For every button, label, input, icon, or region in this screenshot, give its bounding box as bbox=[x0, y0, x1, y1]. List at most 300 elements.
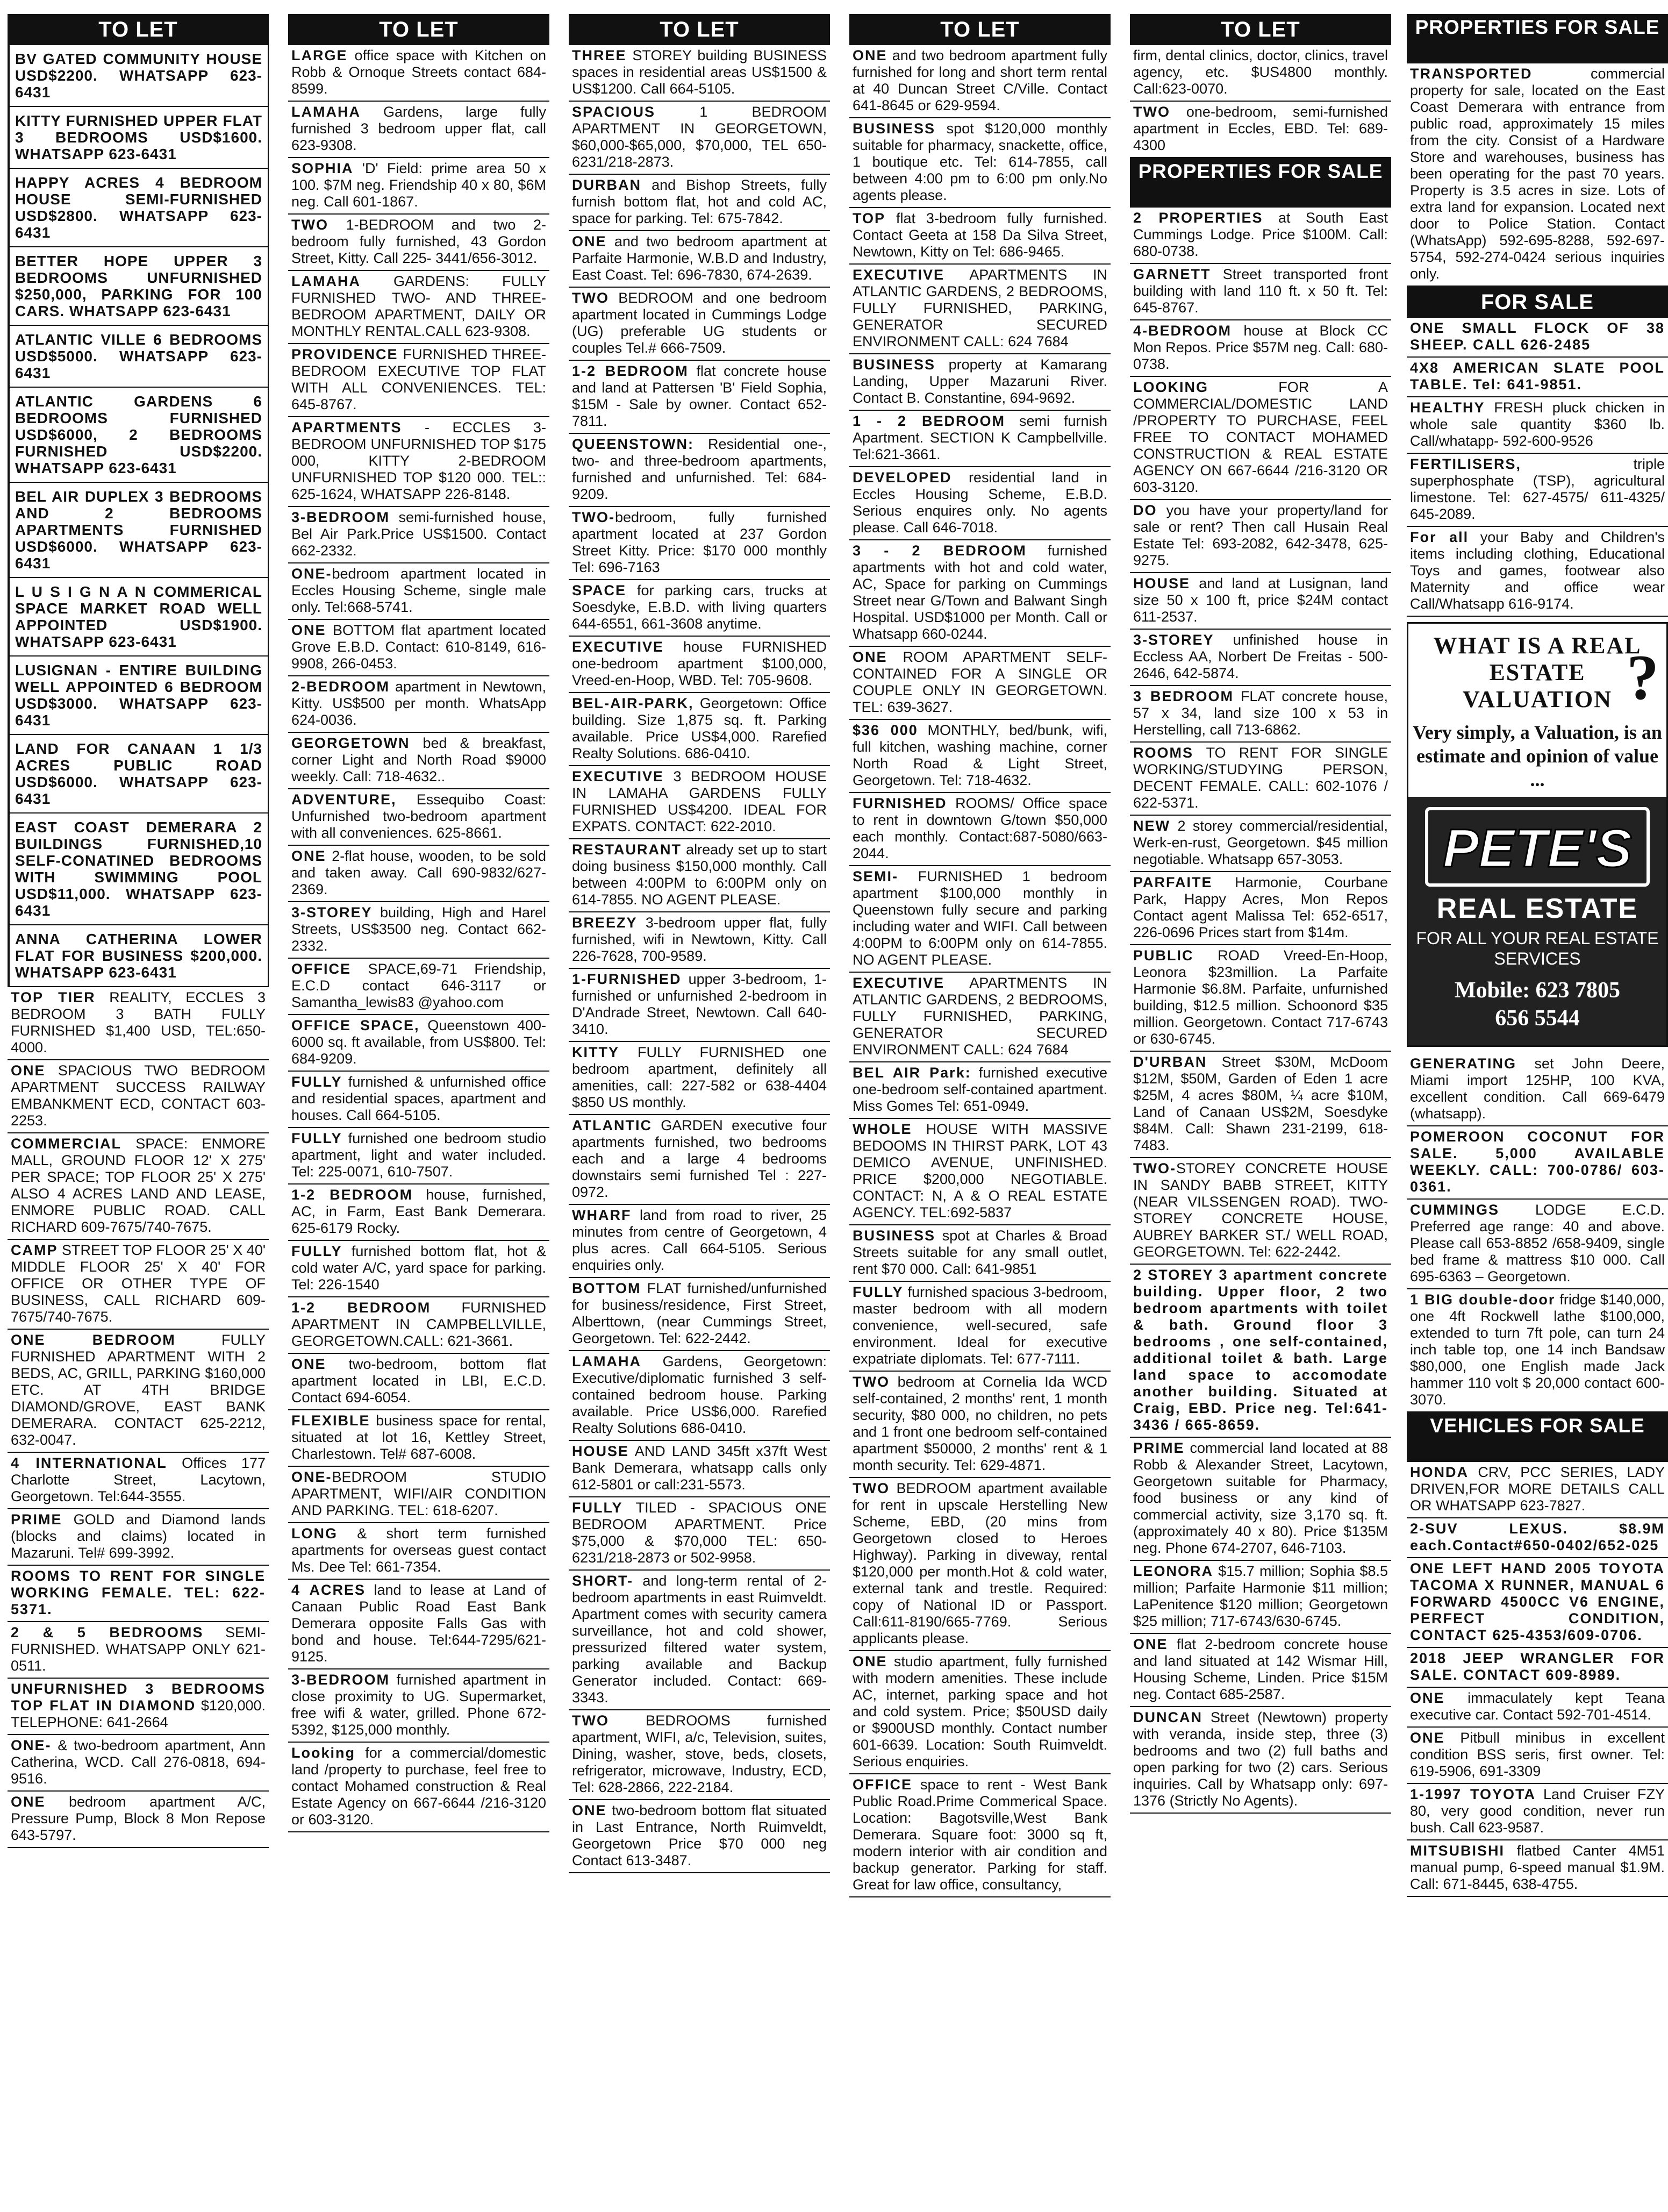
ad-text: semi-furnished house, Bel Air Park.Price US$1500. Contact 662-2332. bbox=[291, 509, 546, 559]
ad-text: business space for rental, situated at lot 16, Kettley Street, Charlestown. Tel# 687-6008. bbox=[291, 1412, 546, 1462]
ad-text: and land at Lusignan, land size 50 x 100 ft, price $24M contact 611-2537. bbox=[1133, 575, 1388, 625]
ad-text: and long-term rental of 2-bedroom apartments in east Ruimveldt. Apartment comes with security camera surveillance, hot and cold shower, pressurized filtered water system, parking available and Backup Generator included. Contact: 669-3343. bbox=[572, 1573, 827, 1706]
ad-keyword: LEONORA bbox=[1133, 1563, 1213, 1579]
classified-ad bbox=[849, 720, 1111, 793]
ad-keyword: 2 STOREY 3 apartment concrete building. Upper floor, 2 two bedroom apartments with toilet & bath. Ground floor 3 bedrooms , one self-contained, additional toilet & bath. Large land space to accomodate another building. Situated at Craig, EBD. Price neg. Tel:641-3436 / 665-8659. bbox=[1133, 1267, 1388, 1433]
ad-keyword: FURNISHED bbox=[853, 795, 947, 811]
classified-ad bbox=[569, 45, 830, 102]
ad-keyword: DUNCAN bbox=[1133, 1709, 1202, 1725]
classified-ad bbox=[8, 1792, 269, 1848]
ad-keyword: ONE bbox=[1410, 1690, 1445, 1706]
classified-ad bbox=[849, 1062, 1111, 1119]
classified-ad bbox=[849, 208, 1111, 265]
ad-text: FLAT concrete house, 57 x 34, land size 100 x 53 in Herstelling, call 713-6862. bbox=[1133, 688, 1388, 738]
ad-text: and two bedroom apartment at Parfaite Harmonie, W.B.D and Industry, East Coast. Tel: 696-7830, 674-2639. bbox=[572, 233, 827, 283]
ad-list bbox=[569, 45, 830, 1873]
ad-keyword: TWO- bbox=[1133, 1160, 1176, 1176]
classified-ad bbox=[288, 1580, 549, 1669]
classified-ad bbox=[569, 434, 830, 507]
classified-ad bbox=[288, 45, 549, 102]
ad-keyword: BOTTOM bbox=[572, 1280, 641, 1296]
classified-ad bbox=[1407, 1200, 1668, 1289]
classified-ad bbox=[8, 657, 269, 735]
classified-ad bbox=[569, 1441, 830, 1497]
ad-list bbox=[1407, 63, 1668, 287]
classified-ad bbox=[8, 1566, 269, 1622]
ad-keyword: ONE- bbox=[291, 1469, 332, 1485]
ad-keyword: ONE bbox=[572, 233, 607, 249]
ad-keyword: 4 ACRES bbox=[291, 1582, 366, 1598]
ad-text: Street (Newtown) property with veranda, inside step, three (3) bedrooms and two (2) full baths and open parking for two (2) cars. Serious inquiries. Call by Whatsapp only: 697-1376 (Strictly No Agents). bbox=[1133, 1709, 1388, 1809]
ad-text: furnished & unfurnished office and residential spaces, apartment and houses. Call 664-5105. bbox=[291, 1074, 546, 1123]
ad-text: house at Block CC Mon Repos. Price $57M neg. Call: 680-0738. bbox=[1133, 323, 1388, 372]
classified-ad bbox=[8, 735, 269, 814]
ad-text: EAST COAST DEMERARA 2 BUILDINGS FURNISHED,10 SELF-CONATINED BEDROOMS WITH SWIMMING POOL USD$11,000. WHATSAPP 623-6431 bbox=[15, 819, 262, 919]
ad-text: TO RENT FOR SINGLE WORKING/STUDYING PERSON, DECENT FEMALE. CALL: 602-1076 / 622-5371. bbox=[1133, 745, 1388, 811]
ad-keyword: BEL-AIR-PARK, bbox=[572, 695, 694, 711]
ad-keyword: SPACIOUS bbox=[572, 104, 656, 120]
classified-ad bbox=[849, 866, 1111, 973]
ad-keyword: ONE bbox=[291, 622, 326, 638]
header-to-let: TO LET bbox=[849, 14, 1111, 45]
ad-text: firm, dental clinics, doctor, clinics, travel agency, etc. $US4800 monthly. Call:623-0070. bbox=[1133, 47, 1388, 97]
ad-text: furnished apartments with hot and cold water, AC, Space for parking on Cummings Street near G/Town and Balwant Singh Hospital. USD$1000 per Month. Call or Whatsapp 660-0244. bbox=[853, 543, 1107, 642]
classified-ad bbox=[1130, 1634, 1391, 1707]
ad-text: house FURNISHED one-bedroom apartment $100,000, Vreed-en-Hoop, WBD. Tel: 705-9608. bbox=[572, 639, 827, 688]
ad-keyword: 1-1997 TOYOTA bbox=[1410, 1786, 1536, 1802]
ad-keyword: PRIME bbox=[11, 1511, 62, 1528]
classified-ad bbox=[8, 483, 269, 578]
ad-keyword: PROVIDENCE bbox=[291, 346, 398, 362]
ad-text: BV GATED COMMUNITY HOUSE USD$2200. WHATSAPP 623-6431 bbox=[15, 51, 262, 101]
classified-ad bbox=[288, 563, 549, 620]
ad-text: SPACIOUS TWO BEDROOM APARTMENT SUCCESS RAILWAY EMBANKMENT ECD, CONTACT 603-2253. bbox=[11, 1062, 266, 1129]
classified-ad bbox=[8, 107, 269, 169]
ad-text: ATLANTIC VILLE 6 BEDROOMS USD$5000. WHATSAPP 623-6431 bbox=[15, 331, 262, 381]
classified-ad bbox=[1130, 500, 1391, 573]
ad-text: & two-bedroom apartment, Ann Catherina, WCD. Call 276-0818, 694-9516. bbox=[11, 1737, 266, 1787]
classified-ad bbox=[1407, 1558, 1668, 1648]
ad-text: ROAD Vreed-En-Hoop, Leonora $23million. La Parfaite Harmonie $6.8M. Parfaite, unfurnished building, $12.5 million. Schoonord $35 million. Georgetown. Contact 717-6743 or 630-6745. bbox=[1133, 947, 1388, 1047]
ad-keyword: 4 INTERNATIONAL bbox=[11, 1455, 167, 1471]
ad-text: L U S I G N A N COMMERICAL SPACE MARKET ROAD WELL APPOINTED USD$1900. WHATSAPP 623-6431 bbox=[15, 583, 262, 650]
ad-text: ROOM APARTMENT SELF-CONTAINED FOR A SINGLE OR COUPLE ONLY IN GEORGETOWN. TEL: 639-3627. bbox=[853, 649, 1107, 715]
ad-keyword: SOPHIA bbox=[291, 160, 354, 176]
ad-keyword: 1-2 BEDROOM bbox=[572, 363, 689, 379]
classified-ad bbox=[569, 1115, 830, 1205]
ad-text: Land Cruiser FZY 80, very good condition, never run bush. Call 623-9587. bbox=[1410, 1786, 1665, 1836]
ad-text: FURNISHED 1 bedroom apartment $100,000 monthly in Queenstown fully secure and parking including water and WIFI. Call between 4:00PM to 6:00PM only on 614-7855. NO AGENT PLEASE. bbox=[853, 868, 1107, 968]
ad-keyword: POMEROON COCONUT FOR SALE. 5,000 AVAILABLE WEEKLY. CALL: 700-0786/ 603-0361. bbox=[1410, 1129, 1665, 1195]
ad-keyword: SHORT- bbox=[572, 1573, 634, 1589]
classified-ad bbox=[1130, 1158, 1391, 1265]
ad-keyword: FULLY bbox=[572, 1500, 623, 1516]
ad-keyword: 3 BEDROOM bbox=[1133, 688, 1234, 704]
classified-ad bbox=[288, 215, 549, 271]
classified-ad bbox=[849, 265, 1111, 354]
ad-text: Gardens, large fully furnished 3 bedroom upper flat, call 623-9308. bbox=[291, 104, 546, 153]
classified-ad bbox=[569, 1571, 830, 1710]
classified-ad bbox=[288, 1297, 549, 1354]
classified-ad bbox=[1407, 527, 1668, 617]
ad-keyword: 3-BEDROOM bbox=[291, 1672, 390, 1688]
ad-text: land to lease at Land of Canaan Public Road East Bank Demerara opposite Falls Gas with bond and house. Tel:644-7295/621-9125. bbox=[291, 1582, 546, 1665]
ad-text: FURNISHED APARTMENT IN CAMPBELLVILLE, GEORGETOWN.CALL: 621-3661. bbox=[291, 1300, 546, 1349]
header-for-sale: FOR SALE bbox=[1407, 287, 1668, 318]
ad-text: BOTTOM flat apartment located Grove E.B.D. Contact: 610-8149, 616-9908, 266-0453. bbox=[291, 622, 546, 672]
classified-ad bbox=[1407, 454, 1668, 527]
classified-ad bbox=[8, 1330, 269, 1453]
classified-ad bbox=[1130, 945, 1391, 1052]
ad-text: 1 BEDROOM APARTMENT IN GEORGETOWN, $60,000-$65,000, $70,000, TEL 650-6231/218-2873. bbox=[572, 104, 827, 170]
ad-keyword: PRIME bbox=[1133, 1440, 1185, 1456]
classified-ad bbox=[288, 676, 549, 733]
ad-keyword: BUSINESS bbox=[853, 356, 936, 373]
ad-keyword: ONE- bbox=[11, 1737, 52, 1753]
classified-ad bbox=[1130, 1707, 1391, 1814]
column-5 bbox=[1130, 14, 1391, 2208]
ad-text: residential land in Eccles Housing Scheme, E.B.D. Serious enquires only. No agents please. Call 646-7018. bbox=[853, 469, 1107, 536]
classified-ad bbox=[8, 45, 269, 107]
classified-ad bbox=[1407, 1688, 1668, 1728]
classified-ad bbox=[8, 326, 269, 388]
ad-keyword: ONE bbox=[291, 848, 326, 864]
ad-keyword: MITSUBISHI bbox=[1410, 1843, 1505, 1859]
ad-keyword: FLEXIBLE bbox=[291, 1412, 370, 1429]
ad-keyword: CAMP bbox=[11, 1242, 58, 1258]
ad-text: Gardens, Georgetown: Executive/diplomatic furnished 3 self-contained bedroom house. Parking available. Price US$6,000. Rarefied Realty Solutions 686-0410. bbox=[572, 1353, 827, 1436]
ad-keyword: 2 PROPERTIES bbox=[1133, 210, 1263, 226]
classified-ad bbox=[849, 45, 1111, 118]
classified-ad bbox=[8, 169, 269, 247]
ad-keyword: FULLY bbox=[291, 1074, 342, 1090]
ad-text: furnished bottom flat, hot & cold water A/C, yard space for parking. Tel: 226-1540 bbox=[291, 1243, 546, 1293]
classified-ad bbox=[288, 620, 549, 676]
ad-text: bedroom, fully furnished apartment located at 237 Gordon Street Kitty. Price: $170 000 monthly Tel: 696-7163 bbox=[572, 509, 827, 575]
classified-ad bbox=[288, 1241, 549, 1297]
ad-keyword: 2 & 5 BEDROOMS bbox=[11, 1624, 204, 1640]
classified-ad bbox=[1407, 1126, 1668, 1200]
ad-keyword: ONE bbox=[853, 47, 887, 63]
ad-keyword: LOOKING bbox=[1133, 379, 1208, 395]
ad-keyword: SEMI- bbox=[853, 868, 899, 884]
ad-keyword: 1 - 2 BEDROOM bbox=[853, 413, 1005, 429]
ad-keyword: Looking bbox=[291, 1745, 355, 1761]
ad-keyword: TOP bbox=[853, 210, 886, 226]
ad-keyword: TWO bbox=[572, 1712, 609, 1729]
ad-text: for parking cars, trucks at Soesdyke, E.B.D. with living quarters 644-6551, 661-3608 anytime. bbox=[572, 582, 827, 632]
ad-text: apartment in Newtown, Kitty. US$500 per month. WhatsApp 624-0036. bbox=[291, 679, 546, 728]
ad-text: flat concrete house and land at Pattersen 'B' Field Sophia, $15M - Sale by owner. Contact 652-7811. bbox=[572, 363, 827, 429]
ad-text: property at Kamarang Landing, Upper Mazaruni River. Contact B. Constantine, 694-9692. bbox=[853, 356, 1107, 406]
ad-keyword: HEALTHY bbox=[1410, 399, 1485, 416]
classified-ad bbox=[288, 1467, 549, 1523]
ad-keyword: OFFICE bbox=[291, 961, 351, 977]
real-estate-title: REAL ESTATE bbox=[1436, 893, 1638, 924]
ad-keyword: PUBLIC bbox=[1133, 947, 1194, 964]
classified-ad bbox=[288, 1072, 549, 1128]
classified-ad bbox=[288, 1669, 549, 1743]
classified-ad bbox=[569, 912, 830, 969]
ad-keyword: ADVENTURE, bbox=[291, 791, 397, 808]
classified-ad bbox=[1407, 1518, 1668, 1558]
classified-ad bbox=[1130, 743, 1391, 816]
column-1 bbox=[8, 14, 269, 2208]
ad-keyword: ONE bbox=[572, 1802, 607, 1818]
ad-keyword: LONG bbox=[291, 1525, 338, 1542]
classified-ad bbox=[1130, 264, 1391, 320]
ad-text: CRV, PCC SERIES, LADY DRIVEN,FOR MORE DETAILS CALL OR WHATSAPP 623-7827. bbox=[1410, 1464, 1665, 1514]
question-mark-icon: ? bbox=[1627, 641, 1659, 713]
ad-keyword: 3-STOREY bbox=[291, 904, 373, 921]
header-to-let: TO LET bbox=[8, 14, 269, 45]
classified-ad bbox=[288, 1354, 549, 1410]
classified-ad bbox=[1130, 1265, 1391, 1438]
ad-text: KITTY FURNISHED UPPER FLAT 3 BEDROOMS USD$1600. WHATSAPP 623-6431 bbox=[15, 112, 262, 162]
ad-text: LODGE E.C.D. Preferred age range: 40 and above. Please call 653-8852 /658-9409, single bed frame & mattress $10 000. Call 695-6363 – Georgetown. bbox=[1410, 1202, 1665, 1285]
ad-keyword: ONE bbox=[11, 1062, 46, 1079]
ad-keyword: WHARF bbox=[572, 1207, 632, 1223]
ad-text: already set up to start doing business $150,000 monthly. Call between 4:00PM to 6:00PM only on 614-7855. NO AGENT PLEASE. bbox=[572, 841, 827, 908]
ad-keyword: HOUSE bbox=[1133, 575, 1191, 591]
ad-text: BEDROOM STUDIO APARTMENT, WIFI/AIR CONDITION AND PARKING. TEL: 618-6207. bbox=[291, 1469, 546, 1518]
classified-ad bbox=[569, 361, 830, 434]
ad-keyword: ONE- bbox=[291, 566, 332, 582]
ad-text: upper 3-bedroom, 1-furnished or unfurnished 2-bedroom in D'Andrade Street, Newtown. Call 640-3410. bbox=[572, 971, 827, 1037]
ad-keyword: GENERATING bbox=[1410, 1055, 1517, 1072]
ad-text: ATLANTIC GARDENS 6 BEDROOMS FURNISHED USD$6000, 2 BEDROOMS FURNISHED USD$2200. WHATSAPP 623-6431 bbox=[15, 393, 262, 476]
ad-keyword: BREEZY bbox=[572, 915, 638, 931]
ad-keyword: ONE bbox=[1133, 1636, 1168, 1652]
ad-text: APARTMENTS IN ATLANTIC GARDENS, 2 BEDROOMS, FULLY FURNISHED, PARKING, GENERATOR SECURED ENVIRONMENT CALL: 624 7684 bbox=[853, 975, 1107, 1058]
ad-text: two-bedroom bottom flat situated in Last Entrance, North Ruimveldt, Georgetown Price $70 000 neg Contact 613-3487. bbox=[572, 1802, 827, 1868]
ad-text: triple superphosphate (TSP), agricultural limestone. Tel: 627-4575/ 611-4325/ 645-2089. bbox=[1410, 456, 1665, 522]
ad-keyword: 4X8 AMERICAN SLATE POOL TABLE. Tel: 641-9851. bbox=[1410, 360, 1665, 393]
ad-text: - ECCLES 3-BEDROOM UNFURNISHED TOP $175 000, KITTY 2-BEDROOM UNFURNISHED TOP $120 000. TEL:: 625-1624, WHATSAPP 226-8148. bbox=[291, 419, 546, 502]
ad-text: one-bedroom, semi-furnished apartment in Eccles, EBD. Tel: 689-4300 bbox=[1133, 104, 1388, 153]
petes-logo bbox=[1424, 807, 1650, 887]
classified-ad bbox=[8, 1133, 269, 1240]
ad-keyword: GARNETT bbox=[1133, 266, 1211, 282]
ad-keyword: 4-BEDROOM bbox=[1133, 323, 1232, 339]
ad-text: flatbed Canter 4M51 manual pump, 6-speed manual $1.9M. Call: 671-8445, 638-4755. bbox=[1410, 1843, 1665, 1892]
ad-keyword: ONE bbox=[853, 649, 887, 665]
ad-keyword: APARTMENTS bbox=[291, 419, 402, 436]
ad-text: Street $30M, McDoom $12M, $50M, Garden of Eden 1 acre $25M, 4 acres $80M, ¼ acre $10M, Land of Canaan US$2M, Soesdyke $84M. Call: Shawn 231-2199, 618-7483. bbox=[1133, 1054, 1388, 1153]
classified-ad bbox=[1407, 358, 1668, 397]
ad-text: 'D' Field: prime area 50 x 100. $7M neg. Friendship 40 x 80, $6M neg. Call 601-1867. bbox=[291, 160, 546, 210]
ad-keyword: 1 BIG double-door bbox=[1410, 1291, 1556, 1308]
classified-ad bbox=[849, 1372, 1111, 1478]
classified-ad bbox=[1130, 686, 1391, 743]
ad-text: 1-BEDROOM and two 2-bedroom fully furnished, 43 Gordon Street, Kitty. Call 225- 3441/656-3012. bbox=[291, 217, 546, 266]
classified-ad bbox=[8, 1453, 269, 1509]
ad-list bbox=[8, 45, 269, 1848]
ad-text: FLAT furnished/unfurnished for business/residence, First Street, Alberttown, (near Cummings Street, Georgetown. Tel: 622-2442. bbox=[572, 1280, 827, 1346]
ad-text: bed & breakfast, corner Light and North Road $9000 weekly. Call: 718-4632.. bbox=[291, 735, 546, 784]
classified-ad bbox=[849, 1651, 1111, 1774]
ad-keyword: FULLY bbox=[853, 1284, 904, 1300]
ad-text: flat 3-bedroom fully furnished. Contact Geeta at 158 Da Silva Street, Newtown, Kitty on Tel: 686-9465. bbox=[853, 210, 1107, 260]
ad-keyword: CUMMINGS bbox=[1410, 1202, 1499, 1218]
ad-text: two-bedroom, bottom flat apartment located in LBI, E.C.D. Contact 694-6054. bbox=[291, 1356, 546, 1405]
column-3 bbox=[569, 14, 830, 2208]
classified-ad bbox=[849, 1478, 1111, 1651]
ad-list bbox=[1407, 1053, 1668, 1412]
classified-ad bbox=[1130, 573, 1391, 630]
ad-keyword: HOUSE bbox=[572, 1443, 629, 1459]
ad-text: HAPPY ACRES 4 BEDROOM HOUSE SEMI-FURNISHED USD$2800. WHATSAPP 623-6431 bbox=[15, 174, 262, 241]
classified-ad bbox=[569, 1800, 830, 1873]
header-to-let: TO LET bbox=[569, 14, 830, 45]
ad-keyword: 3-BEDROOM bbox=[291, 509, 390, 525]
ad-keyword: BUSINESS bbox=[853, 1228, 936, 1244]
ad-list bbox=[1407, 1462, 1668, 1897]
ad-text: bedroom apartment located in Eccles Housing Scheme, single male only. Tel:668-5741. bbox=[291, 566, 546, 615]
ad-keyword: FULLY bbox=[291, 1243, 342, 1259]
classified-ad bbox=[8, 578, 269, 657]
classified-ad bbox=[288, 1410, 549, 1467]
classified-ad bbox=[569, 1205, 830, 1278]
ad-text: your Baby and Children's items including clothing, Educational Toys and games, footwear also Maternity and office wear Call/Whatsapp 616-9174. bbox=[1410, 529, 1665, 612]
ad-text: FOR A COMMERCIAL/DOMESTIC LAND /PROPERTY TO PURCHASE, FEEL FREE TO CONTACT MOHAMED CONSTRUCTION & REAL ESTATE AGENCY ON 667-6644 /216-3120 OR 603-3120. bbox=[1133, 379, 1388, 495]
classified-ad bbox=[1407, 1648, 1668, 1688]
classified-ad bbox=[288, 158, 549, 215]
classified-ad bbox=[849, 1225, 1111, 1282]
ad-text: FURNISHED THREE-BEDROOM EXECUTIVE TOP FLAT WITH ALL CONVENIENCES. TEL: 645-8767. bbox=[291, 346, 546, 412]
classified-ad bbox=[8, 987, 269, 1060]
ad-list bbox=[1407, 318, 1668, 617]
ad-text: STOREY CONCRETE HOUSE IN SANDY BABB STREET, KITTY (NEAR VILSSENGEN ROAD). TWO-STOREY CONCRETE HOUSE, AUBREY BARKER ST./ WELL ROAD, GEORGETOWN. Tel: 622-2442. bbox=[1133, 1160, 1388, 1260]
ad-text: LUSIGNAN - ENTIRE BUILDING WELL APPOINTED 6 BEDROOM USD$3000. WHATSAPP 623-6431 bbox=[15, 662, 262, 729]
classified-ad bbox=[288, 846, 549, 902]
ad-text: FULLY FURNISHED APARTMENT WITH 2 BEDS, AC, GRILL, PARKING $160,000 ETC. AT 4TH BRIDGE DIAMOND/GROVE, EAST BANK DEMERARA. CONTACT 625-2212, 632-0047. bbox=[11, 1332, 266, 1448]
classified-ad bbox=[849, 540, 1111, 647]
classified-ad bbox=[569, 1351, 830, 1441]
ad-text: land from road to river, 25 minutes from centre of Georgetown, 4 plus acres. Call 664-5105. Serious enquiries only. bbox=[572, 1207, 827, 1273]
classified-ad bbox=[569, 766, 830, 839]
ad-text: BEL AIR DUPLEX 3 BEDROOMS AND 2 BEDROOMS APARTMENTS FURNISHED USD$6000. WHATSAPP 623-6431 bbox=[15, 488, 262, 572]
ad-keyword: ATLANTIC bbox=[572, 1117, 652, 1133]
ad-text: Harmonie, Courbane Park, Happy Acres, Mon Repos Contact agent Malissa Tel: 652-6517, 226-0696 Prices start from $14m. bbox=[1133, 874, 1388, 940]
ad-text: BEDROOMS furnished apartment, WIFI, a/c, Television, suites, Dining, washer, stove, beds, closets, refrigerator, microwave, Industry, ECD, Tel: 628-2866, 222-2184. bbox=[572, 1712, 827, 1795]
ad-keyword: TWO bbox=[853, 1480, 890, 1496]
ad-text: Pitbull minibus in excellent condition BSS seris, first owner. Tel: 619-5906, 691-3309 bbox=[1410, 1730, 1665, 1779]
header-to-let: TO LET bbox=[1130, 14, 1391, 45]
classified-ad bbox=[8, 388, 269, 483]
classified-ad bbox=[288, 902, 549, 959]
ad-keyword: LAMAHA bbox=[572, 1353, 641, 1369]
ad-keyword: ONE SMALL FLOCK OF 38 SHEEP. CALL 626-2485 bbox=[1410, 320, 1665, 353]
classified-ad bbox=[849, 354, 1111, 411]
ad-keyword: PARFAITE bbox=[1133, 874, 1213, 890]
ad-text: at South East Cummings Lodge. Price $100M. Call: 680-0738. bbox=[1133, 210, 1388, 259]
ad-keyword: OFFICE bbox=[853, 1776, 912, 1793]
ad-keyword: EXECUTIVE bbox=[853, 267, 945, 283]
ad-text: fridge $140,000, one 4ft Rockwell lathe $100,000, extended to turn 7ft pole, can turn 24 inch table top, one 14 inch Bandsaw $80,000, one English made Jack hammer 110 volt $ 20,000 contact 600-3070. bbox=[1410, 1291, 1665, 1408]
ad-keyword: BEL AIR Park: bbox=[853, 1065, 971, 1081]
ad-keyword: ONE bbox=[11, 1794, 46, 1810]
ad-text: unfinished house in Eccless AA, Norbert De Freitas - 500-2646, 642-5874. bbox=[1133, 632, 1388, 681]
ad-text: SPACE,69-71 Friendship, E.C.D contact 646-3117 or Samantha_lewis83 @yahoo.com bbox=[291, 961, 546, 1010]
ad-keyword: 3-STOREY bbox=[1133, 632, 1214, 648]
classified-ad bbox=[8, 1735, 269, 1792]
ad-text: SEMI-FURNISHED. WHATSAPP ONLY 621-0511. bbox=[11, 1624, 266, 1674]
ad-keyword: ONE LEFT HAND 2005 TOYOTA TACOMA X RUNNER, MANUAL 6 FORWARD 4500CC V6 ENGINE, PERFECT CONDITION, CONTACT 625-4353/609-0706. bbox=[1410, 1560, 1665, 1643]
classified-ad bbox=[1407, 1728, 1668, 1784]
classified-ad bbox=[1130, 320, 1391, 377]
ad-keyword: For all bbox=[1410, 529, 1469, 545]
classified-ad bbox=[569, 1278, 830, 1351]
ad-keyword: TRANSPORTED bbox=[1410, 66, 1533, 82]
ad-keyword: LAMAHA bbox=[291, 273, 361, 289]
classified-ad bbox=[1130, 377, 1391, 500]
ad-keyword: TWO bbox=[1133, 104, 1170, 120]
ad-list bbox=[1130, 45, 1391, 158]
petes-panel bbox=[1408, 797, 1666, 1045]
classified-ad bbox=[1130, 816, 1391, 872]
classified-ad bbox=[849, 411, 1111, 467]
classified-ad bbox=[569, 507, 830, 580]
ad-text: 3-bedroom upper flat, fully furnished, wifi in Newtown, Kitty. Call 226-7628, 700-9589. bbox=[572, 915, 827, 964]
classified-ad bbox=[849, 793, 1111, 866]
ad-text: office space with Kitchen on Robb & Ornoque Streets contact 684-8599. bbox=[291, 47, 546, 97]
classified-ad bbox=[1407, 1053, 1668, 1126]
valuation-definition: Very simply, a Valuation, is an estimate and opinion of value ... bbox=[1413, 722, 1662, 790]
classified-ad bbox=[569, 1042, 830, 1115]
ad-text: STREET TOP FLOOR 25' X 40' MIDDLE FLOOR 25' X 40' FOR OFFICE OR OTHER TYPE OF BUSINESS, CALL RICHARD 609-7675/740-7675. bbox=[11, 1242, 266, 1325]
ad-keyword: ONE bbox=[1410, 1730, 1445, 1746]
ad-keyword: HONDA bbox=[1410, 1464, 1469, 1480]
ad-keyword: ROOMS TO RENT FOR SINGLE WORKING FEMALE. TEL: 622-5371. bbox=[11, 1568, 266, 1617]
classified-ad bbox=[8, 925, 269, 987]
classified-ad bbox=[8, 1509, 269, 1566]
ad-text: spot $120,000 monthly suitable for pharmacy, snackette, office, 1 boutique etc. Tel: 614-7855, call between 4:00 pm to 6:00 pm only.No agents please. bbox=[853, 120, 1107, 203]
header-to-let: TO LET bbox=[288, 14, 549, 45]
ad-text: 2 storey commercial/residential, Werk-en-rust, Georgetown. $45 million negotiable. Whatsapp 657-3053. bbox=[1133, 818, 1388, 867]
ad-text: flat 2-bedroom concrete house and land situated at 142 Wismar Hill, Housing Scheme, Linden. Price $15M neg. Contact 685-2587. bbox=[1133, 1636, 1388, 1702]
ad-text: and Bishop Streets, fully furnish bottom flat, hot and cold AC, space for parking. Tel: 675-7842. bbox=[572, 177, 827, 226]
classified-ad bbox=[288, 959, 549, 1015]
classified-ad bbox=[8, 1060, 269, 1133]
ad-text: STOREY building BUSINESS spaces in residential areas US$1500 & US$1200. Call 664-5105. bbox=[572, 47, 827, 97]
ad-keyword: DURBAN bbox=[572, 177, 641, 193]
header-properties-for-sale: PROPERTIES FOR SALE bbox=[1407, 14, 1668, 63]
ad-text: ANNA CATHERINA LOWER FLAT FOR BUSINESS $200,000. WHATSAPP 623-6431 bbox=[15, 931, 262, 981]
classified-ad bbox=[1130, 1438, 1391, 1561]
classified-ad bbox=[1407, 1289, 1668, 1412]
classified-ad bbox=[8, 1679, 269, 1735]
column-2 bbox=[288, 14, 549, 2208]
ad-keyword: TWO bbox=[572, 290, 609, 306]
ad-text: 2-flat house, wooden, to be sold and taken away. Call 690-9832/627-2369. bbox=[291, 848, 546, 897]
ad-keyword: TWO bbox=[853, 1374, 890, 1390]
header-properties-for-sale: PROPERTIES FOR SALE bbox=[1130, 158, 1391, 208]
ad-text: house, furnished, AC, in Farm, East Bank Demerara. 625-6179 Rocky. bbox=[291, 1187, 546, 1236]
ad-keyword: ONE bbox=[291, 1356, 326, 1372]
ad-text: 3 BEDROOM HOUSE IN LAMAHA GARDENS FULLY FURNISHED US$4200. IDEAL FOR EXPATS. CONTACT: 622-2010. bbox=[572, 768, 827, 834]
ad-text: REALITY, ECCLES 3 BEDROOM 3 BATH FULLY FURNISHED $1,400 USD, TEL:650-4000. bbox=[11, 989, 266, 1055]
ad-keyword: LAMAHA bbox=[291, 104, 361, 120]
ad-text: commercial land located at 88 Robb & Alexander Street, Lacytown, Georgetown suitable for Pharmacy, food business or any kind of commercial activity, size 3,170 sq. ft. (approximately 40 x 80). Price $135M neg. Phone 674-2707, 646-7103. bbox=[1133, 1440, 1388, 1556]
ad-text: bedroom at Cornelia Ida WCD self-contained, 2 months' rent, 1 month security, $80 000, no children, no pets and 1 front one bedroom self-contained apartment $50000, 2 months' rent & 1 month security. Tel: 629-4871. bbox=[853, 1374, 1107, 1473]
ad-text: Essequibo Coast: Unfurnished two-bedroom apartment with all conveniences. 625-8661. bbox=[291, 791, 546, 841]
ad-keyword: 2-SUV LEXUS. $8.9M each.Contact#650-0402/652-025 bbox=[1410, 1521, 1665, 1553]
ad-text: spot at Charles & Broad Streets suitable for any small outlet, rent $70 000. Call: 641-9851 bbox=[853, 1228, 1107, 1277]
ad-keyword: 1-2 BEDROOM bbox=[291, 1300, 431, 1316]
classified-ad bbox=[288, 102, 549, 158]
column-4 bbox=[849, 14, 1111, 2208]
